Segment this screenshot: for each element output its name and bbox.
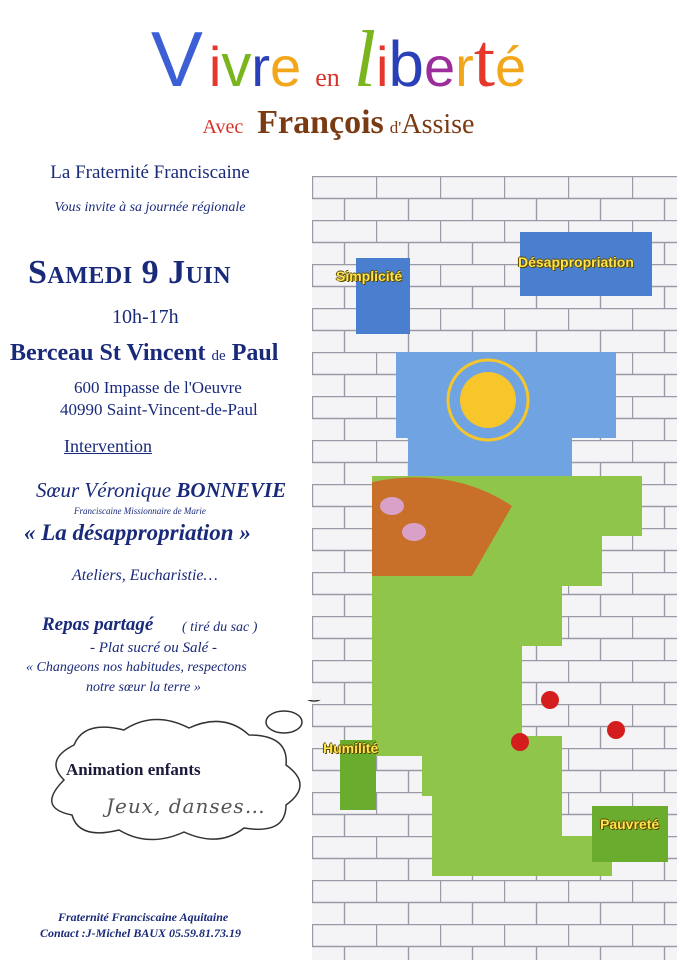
footer-contact: Contact :J-Michel BAUX 05.59.81.73.19 (40, 926, 242, 940)
footer-organization: Fraternité Franciscaine Aquitaine (58, 910, 229, 924)
dove-icon (402, 523, 426, 541)
title-letter: v (221, 32, 252, 99)
speaker-prefix: Sœur Véronique (36, 478, 177, 502)
invite-line: Vous invite à sa journée régionale (54, 200, 246, 215)
speaker-order: Franciscaine Missionnaire de Marie (74, 506, 206, 516)
talk-topic: « La désappropriation » (24, 520, 251, 545)
quote-line: « Changeons nos habitudes, respectons (26, 660, 247, 675)
venue-part: St (99, 340, 121, 366)
title-letter: i (375, 35, 389, 98)
opening-pauvrete (592, 806, 668, 862)
poster-subtitle (0, 104, 677, 142)
speaker-name: BONNEVIE (176, 478, 287, 502)
title-letter: l (353, 16, 376, 104)
venue-part: de (211, 348, 226, 364)
title-letter: b (388, 28, 425, 100)
value-tag-desappropriation: Désappropriation (518, 254, 634, 270)
value-tag-pauvrete: Pauvreté (600, 816, 660, 832)
title-letter: r (455, 35, 474, 98)
event-date: Samedi 9 Juin (28, 254, 232, 291)
subtitle-avec: Avec (202, 116, 244, 138)
subtitle-d: d' (389, 118, 402, 137)
title-letter: é (494, 35, 527, 98)
poppy-icon (607, 721, 625, 739)
speaker (36, 478, 286, 503)
title-letter: t (473, 19, 495, 103)
activities: Ateliers, Eucharistie… (72, 567, 218, 584)
title-word-en: en (315, 63, 340, 92)
quote-line: notre sœur la terre » (86, 680, 201, 695)
children-activity-details: Jeux, danses… (106, 794, 266, 818)
brick-wall-illustration (312, 176, 677, 960)
poster-title (0, 14, 677, 104)
title-letter: i (208, 35, 222, 98)
title-letter: e (424, 35, 456, 98)
subtitle-assise: Assise (401, 109, 475, 140)
intervention-label: Intervention (64, 436, 152, 456)
event-hours: 10h-17h (112, 306, 179, 328)
venue-part: Berceau (10, 340, 100, 366)
address-line: 40990 Saint-Vincent-de-Paul (60, 400, 258, 419)
title-letter: V (150, 15, 203, 103)
title-letter: r (251, 35, 271, 98)
venue-name (10, 340, 278, 367)
title-letter: e (270, 35, 302, 98)
value-tag-humilite: Humilité (323, 740, 379, 756)
children-activity-title: Animation enfants (66, 760, 201, 779)
meal-plat: - Plat sucré ou Salé - (90, 640, 218, 656)
venue-part: Vincent (120, 340, 212, 366)
address-line: 600 Impasse de l'Oeuvre (74, 378, 242, 397)
meal-note: ( tiré du sac ) (182, 620, 258, 635)
venue-part: Paul (225, 340, 279, 366)
value-tag-simplicite: Simplicité (336, 268, 403, 284)
poppy-icon (541, 691, 559, 709)
poppy-icon (511, 733, 529, 751)
meal-title: Repas partagé (42, 614, 154, 635)
organizer: La Fraternité Franciscaine (50, 162, 250, 183)
dove-icon (380, 497, 404, 515)
sun-icon (460, 372, 516, 428)
subtitle-francois: François (257, 104, 384, 141)
